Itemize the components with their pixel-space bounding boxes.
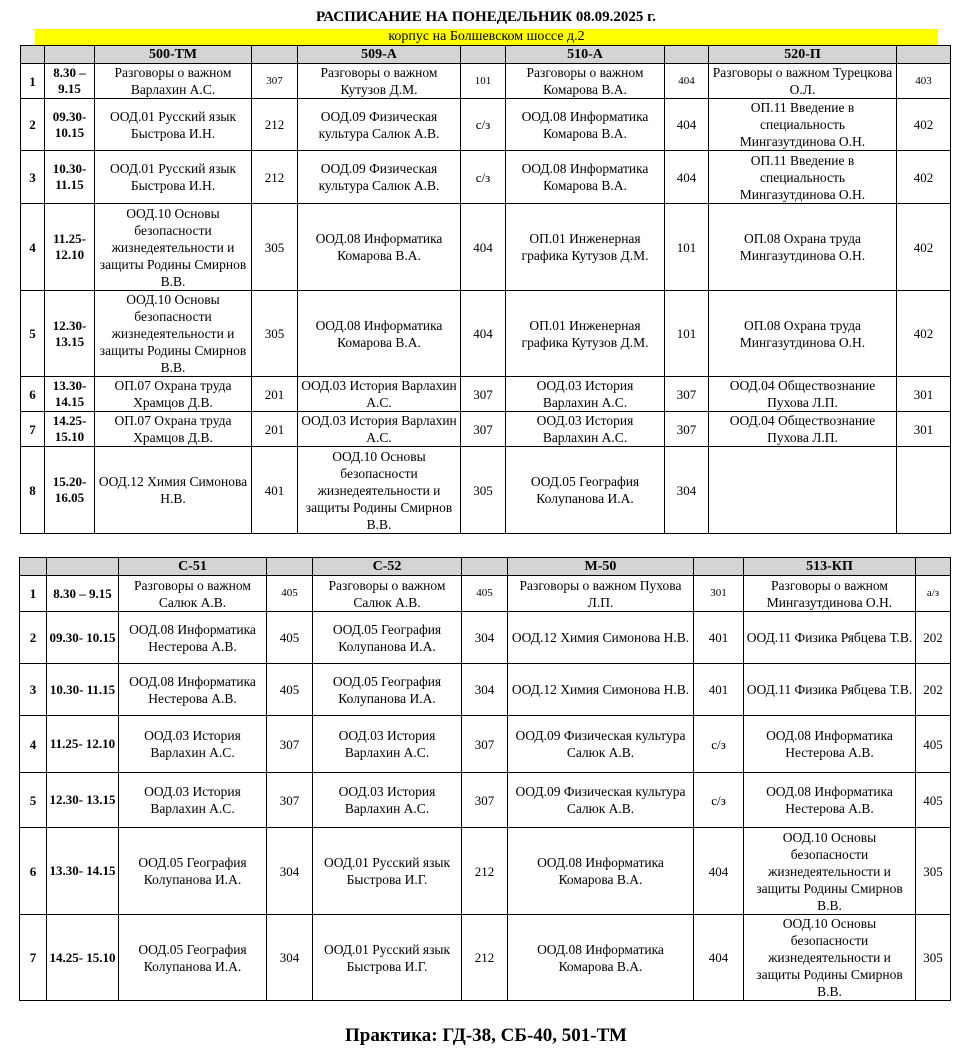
lesson-number: 7 [21,412,45,447]
room-number [897,447,951,534]
room-number: 307 [252,64,298,99]
lesson-time: 10.30- 11.15 [45,151,95,204]
lesson-subject-teacher: ООД.05 География Колупанова И.А. [313,664,462,716]
group-header-row [20,558,951,576]
lesson-subject-teacher: ООД.03 История Варлахин А.С. [506,377,665,412]
room-number: 405 [916,716,951,773]
lesson-subject-teacher: ООД.12 Химия Симонова Н.В. [95,447,252,534]
room-number: 307 [462,716,508,773]
group-header: С-51 [119,558,267,576]
lesson-subject-teacher: ООД.05 География Колупанова И.А. [119,915,267,1001]
lesson-time: 10.30- 11.15 [47,664,119,716]
lesson-row [21,447,951,534]
lesson-row [20,828,951,915]
room-number: 402 [897,99,951,151]
lesson-subject-teacher: Разговоры о важном Комарова В.А. [506,64,665,99]
lesson-time: 8.30 – 9.15 [45,64,95,99]
room-number: 307 [267,716,313,773]
lesson-row [21,291,951,377]
lesson-time: 12.30- 13.15 [45,291,95,377]
room-number: 101 [665,291,709,377]
lesson-row [21,151,951,204]
lesson-number: 6 [21,377,45,412]
lesson-subject-teacher: ООД.08 Информатика Комарова В.А. [298,291,461,377]
room-header-blank [252,46,298,64]
lesson-time: 09.30- 10.15 [47,612,119,664]
lesson-subject-teacher: ООД.03 История Варлахин А.С. [119,716,267,773]
room-number: 301 [897,412,951,447]
room-number: 404 [461,291,506,377]
lesson-subject-teacher: Разговоры о важном Турецкова О.Л. [709,64,897,99]
lesson-subject-teacher: ООД.09 Физическая культура Салюк А.В. [508,716,694,773]
room-number: 202 [916,612,951,664]
room-number: 404 [665,64,709,99]
lesson-row [21,377,951,412]
lesson-row [20,576,951,612]
lesson-subject-teacher [709,447,897,534]
room-number: с/з [461,151,506,204]
room-number: 101 [665,204,709,291]
room-number: 301 [897,377,951,412]
building-subtitle: корпус на Болшевском шоссе д.2 [35,29,938,45]
room-number: 212 [462,828,508,915]
lesson-subject-teacher: ООД.08 Информатика Комарова В.А. [506,151,665,204]
room-number: 305 [252,291,298,377]
lesson-subject-teacher: ООД.08 Информатика Нестерова А.В. [119,612,267,664]
lesson-subject-teacher: ООД.05 География Колупанова И.А. [119,828,267,915]
lesson-time: 14.25- 15.10 [47,915,119,1001]
lesson-time: 13.30- 14.15 [47,828,119,915]
lesson-row [21,64,951,99]
lesson-subject-teacher: ОП.08 Охрана труда Мингазутдинова О.Н. [709,204,897,291]
room-number: 201 [252,377,298,412]
lesson-row [21,204,951,291]
lesson-subject-teacher: ООД.03 История Варлахин А.С. [313,773,462,828]
schedule-table-1 [20,45,951,534]
lesson-subject-teacher: Разговоры о важном Салюк А.В. [119,576,267,612]
lesson-subject-teacher: ОП.11 Введение в специальность Мингазутдинова О.Н. [709,151,897,204]
group-header: М-50 [508,558,694,576]
lesson-subject-teacher: ООД.08 Информатика Нестерова А.В. [744,773,916,828]
lesson-subject-teacher: ООД.11 Физика Рябцева Т.В. [744,664,916,716]
group-header: С-52 [313,558,462,576]
room-header-blank [461,46,506,64]
room-header-blank [462,558,508,576]
lesson-subject-teacher: ОП.01 Инженерная графика Кутузов Д.М. [506,291,665,377]
room-number: 304 [462,664,508,716]
lesson-subject-teacher: ООД.03 История Варлахин А.С. [298,412,461,447]
room-number: 405 [267,576,313,612]
room-number: 405 [267,612,313,664]
lesson-subject-teacher: Разговоры о важном Варлахин А.С. [95,64,252,99]
room-number: 404 [694,828,744,915]
lesson-subject-teacher: Разговоры о важном Пухова Л.П. [508,576,694,612]
lesson-subject-teacher: ООД.03 История Варлахин А.С. [313,716,462,773]
lesson-subject-teacher: ООД.01 Русский язык Быстрова И.Н. [95,99,252,151]
room-header-blank [267,558,313,576]
lesson-number: 5 [20,773,47,828]
room-number: 307 [462,773,508,828]
lesson-subject-teacher: ООД.12 Химия Симонова Н.В. [508,664,694,716]
room-header-blank [897,46,951,64]
room-number: 307 [461,412,506,447]
lesson-subject-teacher: ООД.08 Информатика Нестерова А.В. [119,664,267,716]
practice-footer: Практика: ГД-38, СБ-40, 501-ТМ [345,1025,627,1046]
lesson-number: 8 [21,447,45,534]
room-number: с/з [694,716,744,773]
lesson-subject-teacher: ООД.09 Физическая культура Салюк А.В. [298,99,461,151]
lesson-subject-teacher: ООД.03 История Варлахин А.С. [506,412,665,447]
lesson-subject-teacher: ООД.08 Информатика Комарова В.А. [508,915,694,1001]
room-number: 305 [252,204,298,291]
lesson-row [21,99,951,151]
room-number: 307 [267,773,313,828]
lesson-number: 2 [21,99,45,151]
room-number: с/з [461,99,506,151]
lesson-time: 12.30- 13.15 [47,773,119,828]
room-number: 304 [267,828,313,915]
room-number: 212 [462,915,508,1001]
lesson-row [20,664,951,716]
room-number: 212 [252,151,298,204]
lesson-number: 7 [20,915,47,1001]
room-number: 401 [694,664,744,716]
room-number: 201 [252,412,298,447]
lesson-subject-teacher: Разговоры о важном Кутузов Д.М. [298,64,461,99]
header-blank-cell [21,46,45,64]
lesson-number: 1 [20,576,47,612]
room-number: 307 [461,377,506,412]
group-header: 520-П [709,46,897,64]
room-header-blank [916,558,951,576]
lesson-subject-teacher: ООД.08 Информатика Нестерова А.В. [744,716,916,773]
room-number: 304 [267,915,313,1001]
room-number: 404 [665,99,709,151]
lesson-row [21,412,951,447]
lesson-number: 3 [20,664,47,716]
room-number: а/з [916,576,951,612]
room-number: 402 [897,204,951,291]
room-number: 202 [916,664,951,716]
room-number: 305 [461,447,506,534]
page-title: РАСПИСАНИЕ НА ПОНЕДЕЛЬНИК 08.09.2025 г. [315,9,657,25]
lesson-subject-teacher: ОП.07 Охрана труда Храмцов Д.В. [95,412,252,447]
room-header-blank [694,558,744,576]
room-number: 305 [916,828,951,915]
lesson-subject-teacher: Разговоры о важном Салюк А.В. [313,576,462,612]
lesson-subject-teacher: ООД.08 Информатика Комарова В.А. [508,828,694,915]
room-number: 307 [665,377,709,412]
group-header: 510-А [506,46,665,64]
room-number: 401 [252,447,298,534]
lesson-subject-teacher: ООД.08 Информатика Комарова В.А. [506,99,665,151]
room-number: 401 [694,612,744,664]
lesson-row [20,773,951,828]
header-blank-cell [45,46,95,64]
schedule-table-2 [19,557,951,1001]
lesson-subject-teacher: ООД.03 История Варлахин А.С. [298,377,461,412]
lesson-subject-teacher: ООД.08 Информатика Комарова В.А. [298,204,461,291]
lesson-number: 3 [21,151,45,204]
room-number: 402 [897,291,951,377]
lesson-subject-teacher: ООД.01 Русский язык Быстрова И.Г. [313,828,462,915]
room-number: 403 [897,64,951,99]
room-number: 101 [461,64,506,99]
room-number: 307 [665,412,709,447]
room-number: 304 [462,612,508,664]
lesson-time: 8.30 – 9.15 [47,576,119,612]
lesson-time: 09.30- 10.15 [45,99,95,151]
lesson-number: 4 [21,204,45,291]
room-number: 404 [694,915,744,1001]
lesson-subject-teacher: ОП.07 Охрана труда Храмцов Д.В. [95,377,252,412]
lesson-subject-teacher: ОП.11 Введение в специальность Мингазутдинова О.Н. [709,99,897,151]
lesson-subject-teacher: ООД.10 Основы безопасности жизнедеятельности и защиты Родины Смирнов В.В. [744,828,916,915]
lesson-subject-teacher: ООД.09 Физическая культура Салюк А.В. [508,773,694,828]
lesson-subject-teacher: Разговоры о важном Мингазутдинова О.Н. [744,576,916,612]
lesson-row [20,612,951,664]
room-number: 405 [267,664,313,716]
lesson-time: 15.20- 16.05 [45,447,95,534]
lesson-time: 11.25- 12.10 [47,716,119,773]
lesson-number: 4 [20,716,47,773]
group-header: 509-А [298,46,461,64]
lesson-subject-teacher: ООД.01 Русский язык Быстрова И.Г. [313,915,462,1001]
room-number: 404 [665,151,709,204]
lesson-row [20,716,951,773]
room-number: 304 [665,447,709,534]
room-number: 405 [916,773,951,828]
lesson-subject-teacher: ОП.08 Охрана труда Мингазутдинова О.Н. [709,291,897,377]
lesson-subject-teacher: ООД.10 Основы безопасности жизнедеятельности и защиты Родины Смирнов В.В. [95,204,252,291]
lesson-subject-teacher: ОП.01 Инженерная графика Кутузов Д.М. [506,204,665,291]
group-header: 500-ТМ [95,46,252,64]
room-number: 305 [916,915,951,1001]
lesson-subject-teacher: ООД.05 География Колупанова И.А. [313,612,462,664]
room-number: 402 [897,151,951,204]
lesson-subject-teacher: ООД.12 Химия Симонова Н.В. [508,612,694,664]
group-header: 513-КП [744,558,916,576]
lesson-subject-teacher: ООД.10 Основы безопасности жизнедеятельности и защиты Родины Смирнов В.В. [298,447,461,534]
room-number: 212 [252,99,298,151]
header-blank-cell [47,558,119,576]
room-number: 404 [461,204,506,291]
lesson-time: 11.25- 12.10 [45,204,95,291]
group-header-row [21,46,951,64]
lesson-subject-teacher: ООД.04 Обществознание Пухова Л.П. [709,412,897,447]
room-number: 405 [462,576,508,612]
lesson-subject-teacher: ООД.03 История Варлахин А.С. [119,773,267,828]
lesson-row [20,915,951,1001]
lesson-number: 1 [21,64,45,99]
lesson-subject-teacher: ООД.04 Обществознание Пухова Л.П. [709,377,897,412]
lesson-subject-teacher: ООД.10 Основы безопасности жизнедеятельности и защиты Родины Смирнов В.В. [744,915,916,1001]
lesson-number: 2 [20,612,47,664]
room-number: с/з [694,773,744,828]
lesson-subject-teacher: ООД.11 Физика Рябцева Т.В. [744,612,916,664]
lesson-subject-teacher: ООД.05 География Колупанова И.А. [506,447,665,534]
lesson-subject-teacher: ООД.09 Физическая культура Салюк А.В. [298,151,461,204]
room-header-blank [665,46,709,64]
lesson-time: 14.25- 15.10 [45,412,95,447]
lesson-subject-teacher: ООД.10 Основы безопасности жизнедеятельности и защиты Родины Смирнов В.В. [95,291,252,377]
lesson-time: 13.30- 14.15 [45,377,95,412]
header-blank-cell [20,558,47,576]
lesson-number: 5 [21,291,45,377]
lesson-subject-teacher: ООД.01 Русский язык Быстрова И.Н. [95,151,252,204]
room-number: 301 [694,576,744,612]
lesson-number: 6 [20,828,47,915]
